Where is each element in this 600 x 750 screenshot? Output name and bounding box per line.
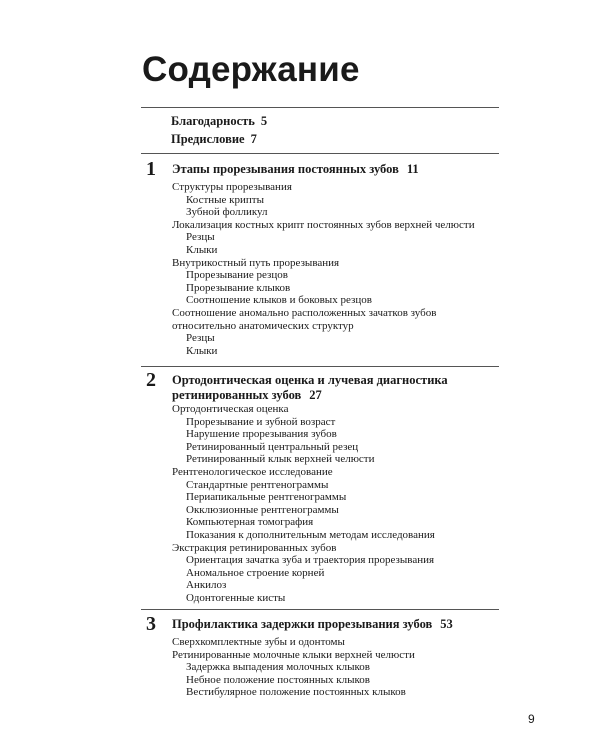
toc-subentry[interactable]: Показания к дополнительным методам исследования — [186, 528, 435, 541]
toc-entry[interactable]: Сверхкомплектные зубы и одонтомы — [172, 636, 345, 648]
toc-subentry[interactable]: Зубной фолликул — [186, 206, 268, 219]
chapter-number: 1 — [146, 158, 156, 180]
toc-subentry[interactable]: Ретинированный центральный резец — [186, 440, 359, 453]
chapter-title-text: Этапы прорезывания постоянных зубов — [172, 162, 399, 176]
toc-entry[interactable]: Ретинированные молочные клыки верхней челюсти — [172, 648, 415, 661]
chapter-page: 53 — [440, 617, 453, 631]
toc-subentry[interactable]: Резцы — [186, 332, 215, 345]
toc-subentry[interactable]: Клыки — [186, 243, 218, 256]
chapter-entries-1 — [172, 181, 475, 357]
toc-entry[interactable]: Соотношение аномально расположенных зачатков зубов — [172, 306, 437, 319]
toc-subentry[interactable]: Костные крипты — [186, 193, 264, 206]
toc-entry[interactable]: Структуры прорезывания — [172, 181, 292, 193]
toc-entry-page: 7 — [250, 132, 257, 146]
toc-subentry[interactable]: Аномальное строение корней — [186, 566, 325, 579]
toc-entry-title: Благодарность — [171, 114, 255, 128]
toc-subentry[interactable]: Окклюзионные рентгенограммы — [186, 503, 339, 516]
toc-entry-title: Предисловие — [171, 132, 245, 146]
toc-subentry[interactable]: Ретинированный клык верхней челюсти — [186, 453, 375, 466]
toc-subentry[interactable]: Одонтогенные кисты — [186, 591, 286, 604]
chapter-title-text: Ортодонтическая оценка и лучевая диагностика — [172, 373, 448, 387]
chapter-title-text: ретинированных зубов — [172, 388, 302, 402]
chapter-title-3[interactable] — [172, 617, 453, 632]
toc-entry[interactable]: Внутрикостный путь прорезывания — [172, 256, 340, 269]
page-title: Содержание — [142, 50, 360, 89]
toc-subentry[interactable]: Прорезывание и зубной возраст — [186, 415, 336, 428]
toc-subentry[interactable]: Периапикальные рентгенограммы — [186, 491, 347, 504]
chapter-number: 2 — [146, 369, 156, 391]
toc-subentry[interactable]: Вестибулярное положение постоянных клыков — [186, 686, 406, 699]
chapter-entries-2 — [172, 403, 435, 605]
section-divider — [141, 366, 499, 367]
toc-subentry[interactable]: Резцы — [186, 231, 215, 244]
toc-entry[interactable]: относительно анатомических структур — [172, 319, 354, 332]
toc-subentry[interactable]: Прорезывание резцов — [186, 269, 288, 282]
toc-subentry[interactable]: Прорезывание клыков — [186, 281, 291, 294]
toc-entry-page: 5 — [260, 114, 268, 128]
toc-subentry[interactable]: Задержка выпадения молочных клыков — [186, 661, 370, 674]
chapter-page: 27 — [309, 388, 322, 402]
toc-entry[interactable]: Экстракция ретинированных зубов — [172, 541, 337, 554]
toc-subentry[interactable]: Компьютерная томография — [186, 516, 314, 529]
toc-subentry[interactable]: Нарушение прорезывания зубов — [186, 428, 337, 441]
toc-entry-acknowledgements[interactable] — [171, 114, 267, 129]
toc-entry[interactable]: Рентгенологическое исследование — [172, 465, 333, 478]
chapter-title-1[interactable] — [172, 162, 419, 177]
toc-subentry[interactable]: Клыки — [186, 344, 218, 357]
toc-subentry[interactable]: Небное положение постоянных клыков — [186, 673, 370, 686]
toc-subentry[interactable]: Соотношение клыков и боковых резцов — [186, 294, 372, 307]
toc-entry-preface[interactable] — [171, 132, 257, 147]
toc-subentry[interactable]: Стандартные рентгенограммы — [186, 478, 329, 491]
chapter-title-2[interactable] — [172, 373, 448, 403]
toc-entry[interactable]: Локализация костных крипт постоянных зубов верхней челюсти — [172, 218, 475, 231]
chapter-title-text: Профилактика задержки прорезывания зубов — [172, 617, 433, 631]
chapter-number: 3 — [146, 613, 156, 635]
page-number: 9 — [528, 712, 535, 726]
section-divider — [141, 609, 499, 610]
chapter-page: 11 — [406, 162, 419, 176]
toc-entry[interactable]: Ортодонтическая оценка — [172, 403, 289, 415]
section-divider — [141, 107, 499, 108]
section-divider — [141, 153, 499, 154]
toc-subentry[interactable]: Ориентация зачатка зуба и траектория прорезывания — [186, 554, 435, 567]
toc-subentry[interactable]: Анкилоз — [186, 579, 227, 592]
chapter-entries-3 — [172, 636, 415, 699]
